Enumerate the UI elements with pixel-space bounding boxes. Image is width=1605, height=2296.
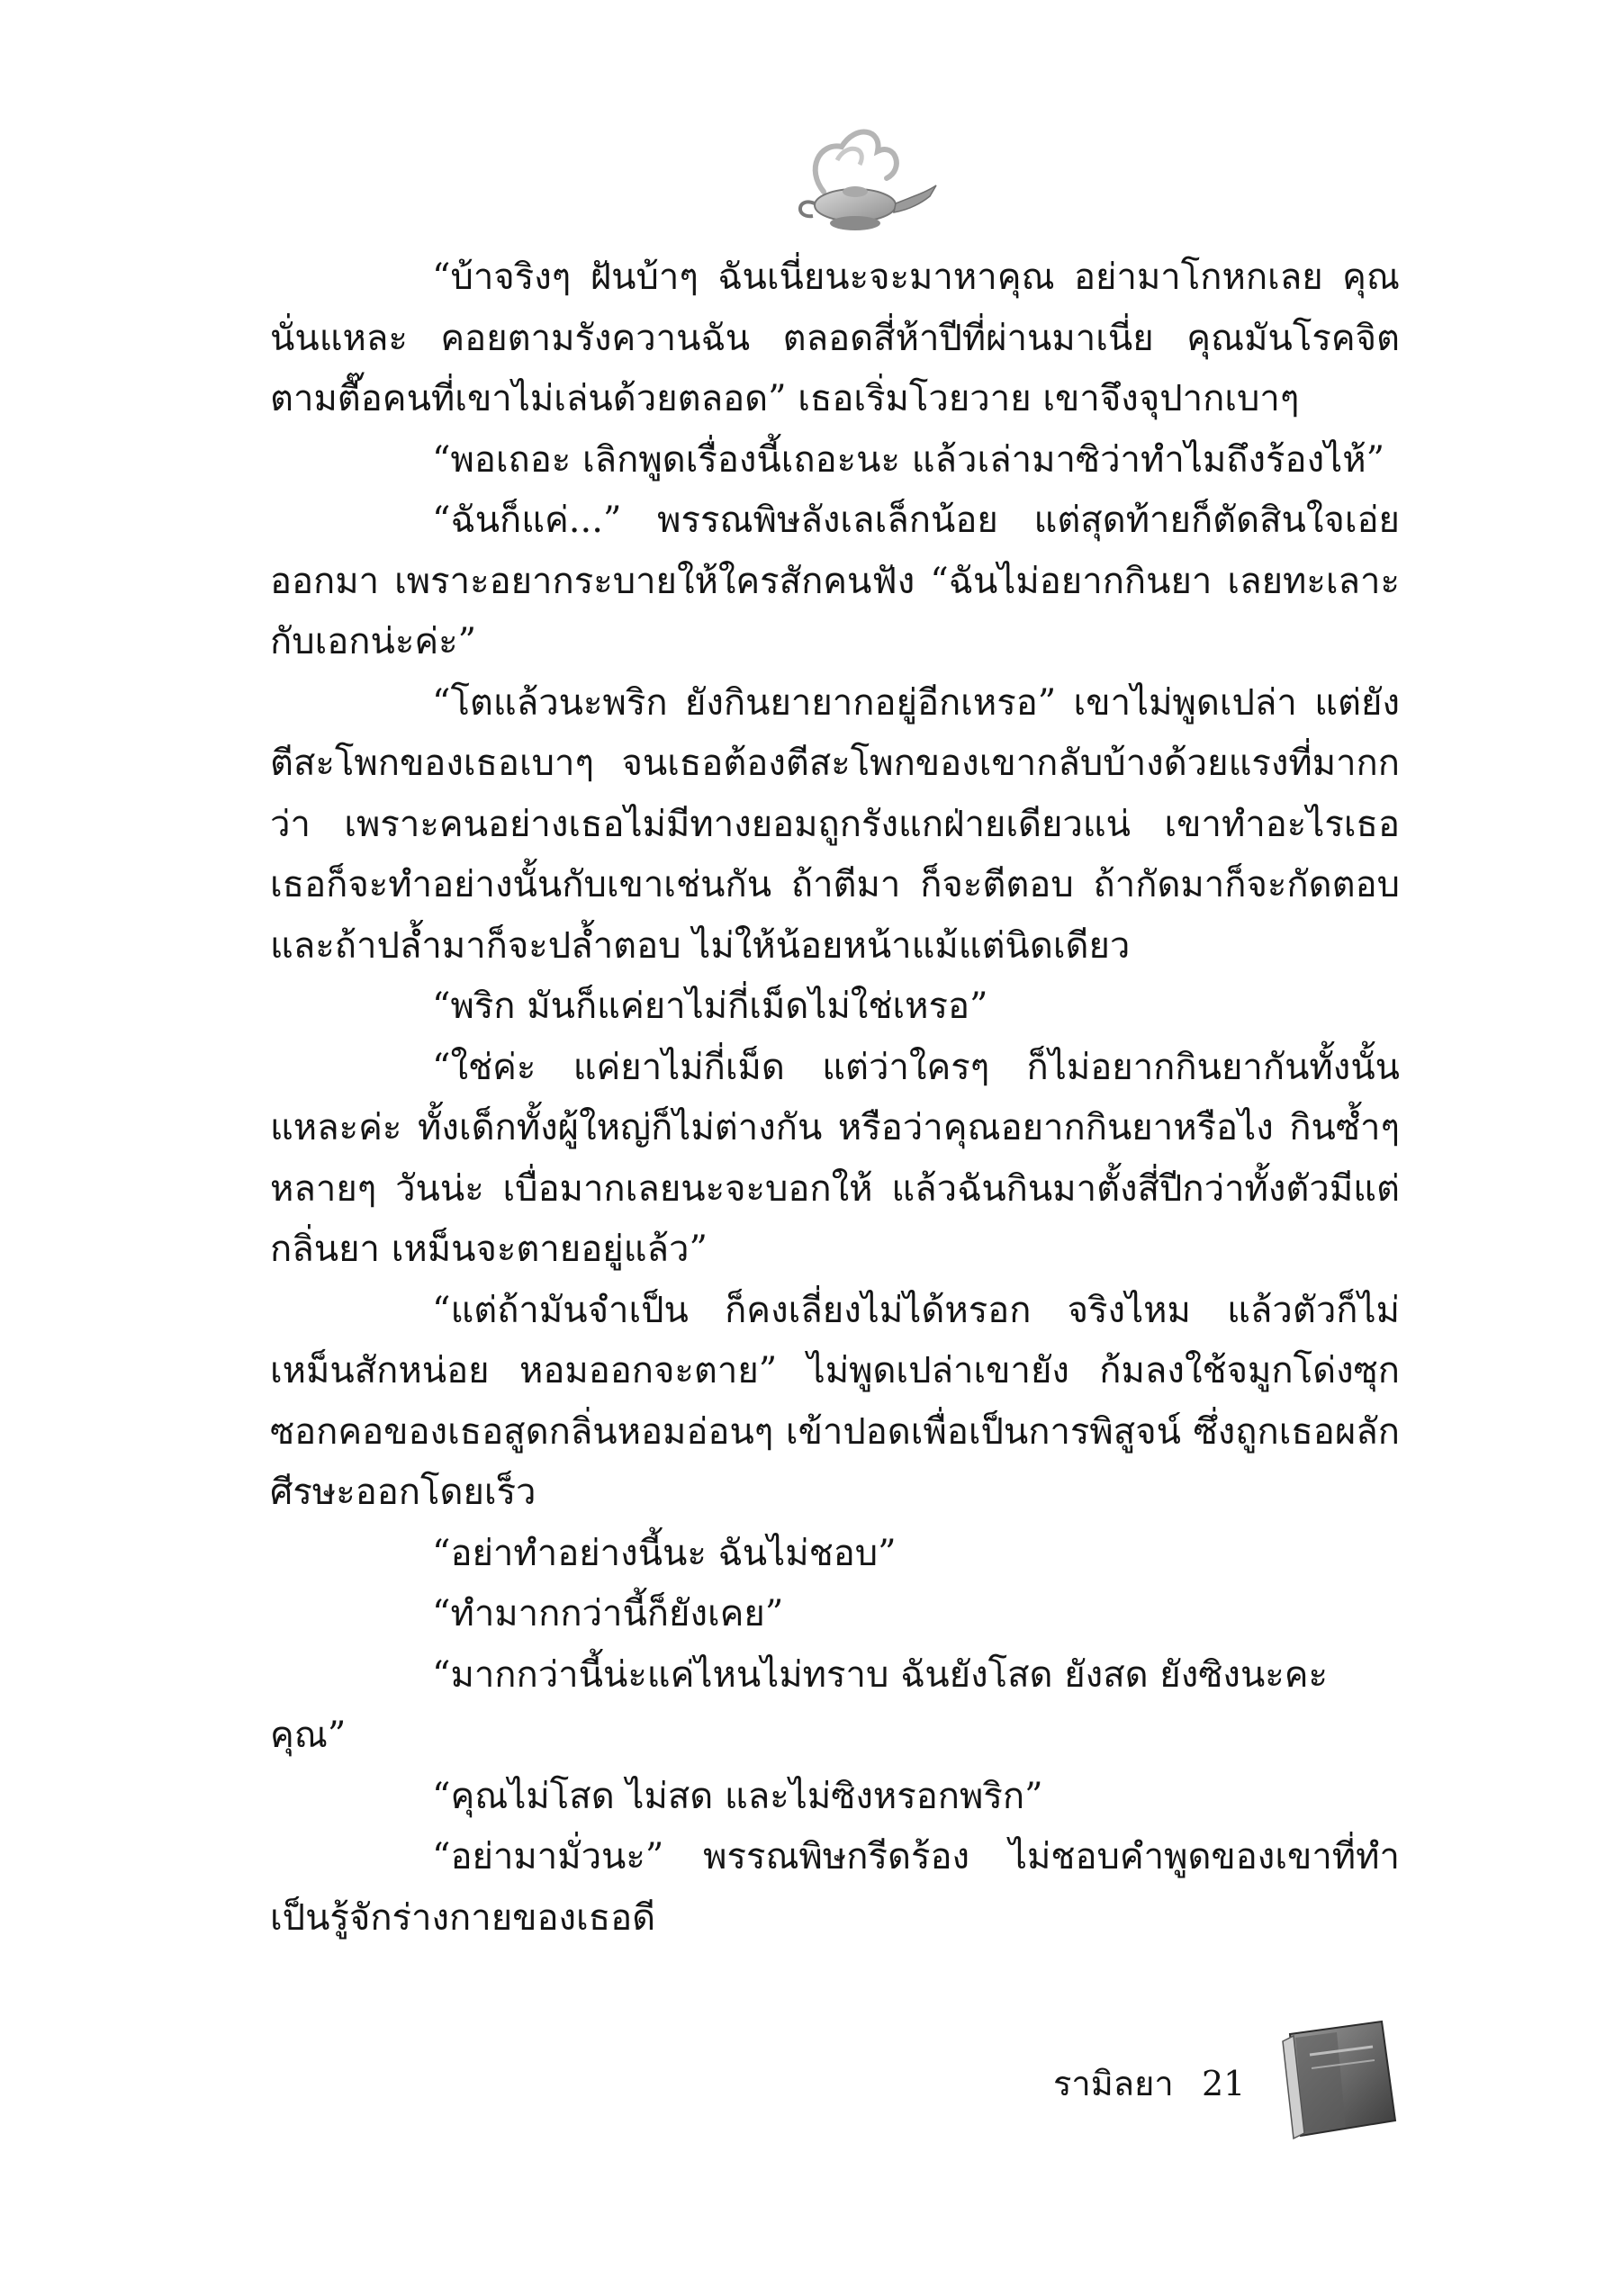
paragraph: “บ้าจริงๆ ฝันบ้าๆ ฉันเนี่ยนะจะมาหาคุณ อย่ามาโกหกเลย คุณนั่นแหละ คอยตามรังควานฉัน ตลอดสี่ห้าปีที่ผ่านมาเนี่ย คุณมันโรคจิต ตามตื๊อคนที่เขาไม่เล่นด้วยตลอด” เธอเริ่มโวยวาย เขาจึงจุปากเบาๆ — [270, 257, 1400, 419]
page-number: 21 — [1202, 2064, 1246, 2103]
paragraph: “ฉันก็แค่...” พรรณพิษลังเลเล็กน้อย แต่สุดท้ายก็ตัดสินใจเอ่ยออกมา เพราะอยากระบายให้ใครสักคนฟัง “ฉันไม่อยากกินยา เลยทะเลาะกับเอกน่ะค่ะ” — [270, 500, 1400, 662]
book-title: รามิลยา — [1053, 2064, 1174, 2103]
teapot-lamp-icon — [770, 106, 941, 255]
paragraph: “อย่ามามั่วนะ” พรรณพิษกรีดร้อง ไม่ชอบคำพูดของเขาที่ทำเป็นรู้จักร่างกายของเธอดี — [270, 1836, 1400, 1939]
book-icon — [1274, 2014, 1404, 2140]
paragraph: “แต่ถ้ามันจำเป็น ก็คงเลี่ยงไม่ได้หรอก จริงไหม แล้วตัวก็ไม่เหม็นสักหน่อย หอมออกจะตาย” ไม่พูดเปล่าเขายัง ก้มลงใช้จมูกโด่งซุกซอกคอของเธอสูดกลิ่นหอมอ่อนๆ เข้าปอดเพื่อเป็นการพิสูจน์ ซึ่งถูกเธอผลักศีรษะออกโดยเร็ว — [270, 1289, 1400, 1513]
paragraph: “ทำมากกว่านี้ก็ยังเคย” — [432, 1593, 784, 1634]
paragraph: “อย่าทำอย่างนี้นะ ฉันไม่ชอบ” — [432, 1532, 897, 1574]
paragraph: “พริก มันก็แค่ยาไม่กี่เม็ดไม่ใช่เหรอ” — [432, 986, 988, 1027]
paragraph: “ใช่ค่ะ แค่ยาไม่กี่เม็ด แต่ว่าใครๆ ก็ไม่อยากกินยากันทั้งนั้นแหละค่ะ ทั้งเด็กทั้งผู้ใหญ่ก็ไม่ต่างกัน หรือว่าคุณอยากกินยาหรือไง กินซ้ำๆ หลายๆ วันน่ะ เบื่อมากเลยนะจะบอกให้ แล้วฉันกินมาตั้งสี่ปีกว่าทั้งตัวมีแต่กลิ่นยา เหม็นจะตายอยู่แล้ว” — [270, 1046, 1400, 1270]
paragraph: “พอเถอะ เลิกพูดเรื่องนี้เถอะนะ แล้วเล่ามาซิว่าทำไมถึงร้องไห้” — [432, 438, 1385, 481]
body-text — [270, 248, 1400, 1949]
paragraph: “คุณไม่โสด ไม่สด และไม่ซิงหรอกพริก” — [432, 1775, 1043, 1817]
paragraph: “โตแล้วนะพริก ยังกินยายากอยู่อีกเหรอ” เขาไม่พูดเปล่า แต่ยังตีสะโพกของเธอเบาๆ จนเธอต้องตีสะโพกของเขากลับบ้างด้วยแรงที่มากกว่า เพราะคนอย่างเธอไม่มีทางยอมถูกรังแกฝ่ายเดียวแน่ เขาทำอะไรเธอ เธอก็จะทำอย่างนั้นกับเขาเช่นกัน ถ้าตีมา ก็จะตีตอบ ถ้ากัดมาก็จะกัดตอบ และถ้าปล้ำมาก็จะปล้ำตอบ ไม่ให้น้อยหน้าแม้แต่นิดเดียว — [270, 681, 1400, 967]
paragraph: “มากกว่านี้น่ะแค่ไหนไม่ทราบ ฉันยังโสด ยังสด ยังซิงนะคะคุณ” — [270, 1653, 1329, 1756]
